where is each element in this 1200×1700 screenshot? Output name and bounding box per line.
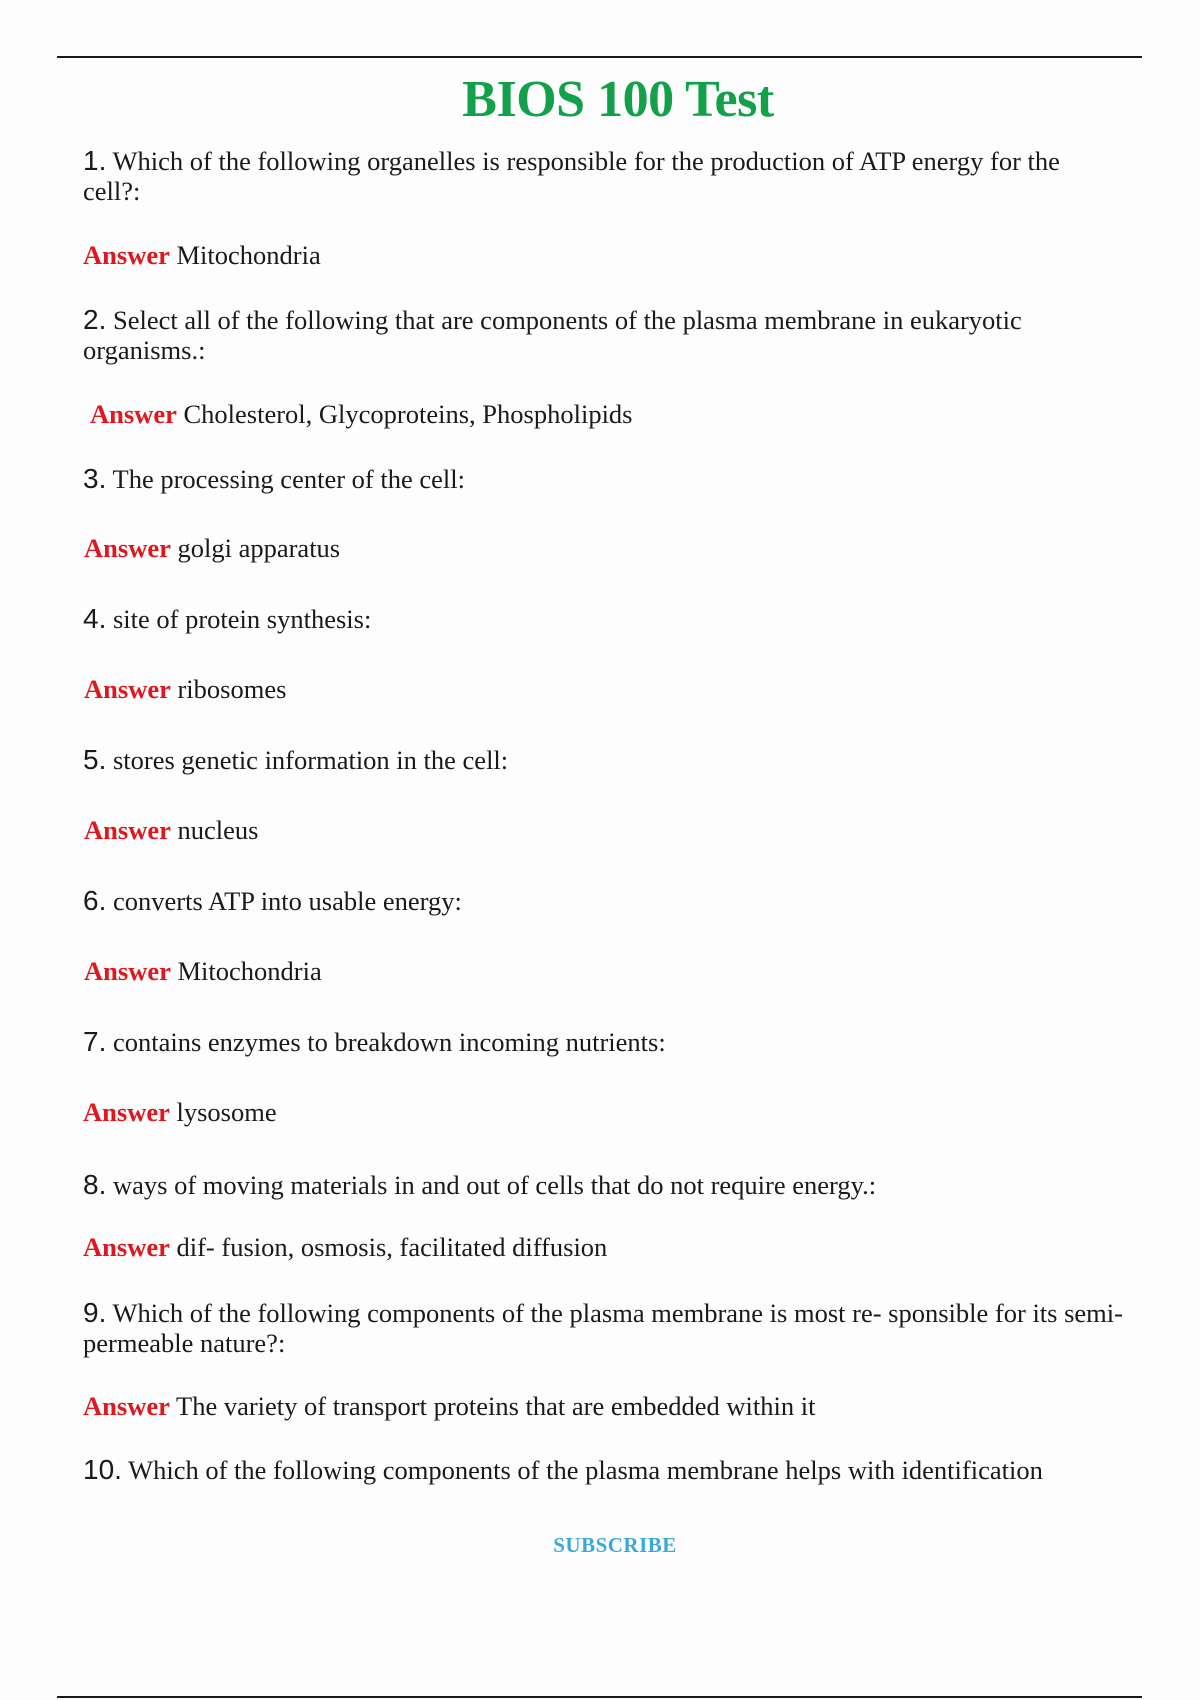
answer-label: Answer [83,1391,170,1421]
question-number: 7. [83,1026,107,1057]
answer-text: dif- fusion, osmosis, facilitated diffusion [176,1232,608,1262]
answer-8 [83,1232,1123,1262]
answer-5 [84,815,1124,845]
question-number: 5. [83,744,107,775]
question-text: Which of the following components of the plasma membrane helps with identification [128,1455,1043,1485]
answer-label: Answer [84,956,171,986]
subscribe-link[interactable]: SUBSCRIBE [553,1533,677,1557]
question-number: 2. [83,304,107,335]
question-10 [83,1455,1123,1485]
question-number: 9. [83,1297,107,1328]
answer-9 [83,1391,1123,1421]
question-text: Which of the following components of the plasma membrane is most re- sponsible for its semi-permeable nature?: [83,1298,1123,1358]
question-4 [83,604,1123,634]
answer-1 [83,240,1123,270]
question-number: 4. [83,603,107,634]
answer-text: Cholesterol, Glycoproteins, Phospholipids [183,399,633,429]
question-text: Select all of the following that are components of the plasma membrane in eukaryotic organisms.: [83,305,1022,365]
question-2 [83,305,1123,365]
answer-3 [84,533,1124,563]
answer-label: Answer [83,1232,170,1262]
question-7 [83,1027,1123,1057]
answer-text: The variety of transport proteins that are embedded within it [176,1391,816,1421]
question-text: contains enzymes to breakdown incoming nutrients: [112,1027,666,1057]
answer-label: Answer [83,1097,170,1127]
question-9 [83,1298,1123,1358]
page-title: BIOS 100 Test [462,71,774,128]
answer-text: Mitochondria [177,956,322,986]
top-rule [57,56,1142,58]
answer-text: nucleus [177,815,259,845]
question-number: 8. [83,1169,107,1200]
answer-7 [83,1097,1123,1127]
question-number: 10. [83,1454,122,1485]
question-3 [83,464,1123,494]
question-1 [83,146,1123,206]
question-number: 1. [83,145,107,176]
question-5 [83,745,1123,775]
bottom-rule [57,1696,1142,1698]
question-number: 3. [83,463,107,494]
answer-4 [84,674,1124,704]
question-text: ways of moving materials in and out of cells that do not require energy.: [112,1170,877,1200]
answer-label: Answer [84,815,171,845]
question-6 [83,886,1123,916]
answer-text: ribosomes [177,674,287,704]
question-text: stores genetic information in the cell: [112,745,509,775]
question-text: The processing center of the cell: [112,464,465,494]
question-text: converts ATP into usable energy: [112,886,462,916]
answer-text: golgi apparatus [177,533,341,563]
answer-label: Answer [84,674,171,704]
question-number: 6. [83,885,107,916]
answer-text: Mitochondria [176,240,321,270]
question-8 [83,1170,1123,1200]
answer-label: Answer [90,399,177,429]
question-text: site of protein synthesis: [112,604,372,634]
question-text: Which of the following organelles is responsible for the production of ATP energy for the cell?: [83,146,1060,206]
answer-label: Answer [84,533,171,563]
answer-label: Answer [83,240,170,270]
answer-6 [84,956,1124,986]
answer-2 [90,399,1130,429]
answer-text: lysosome [176,1097,277,1127]
